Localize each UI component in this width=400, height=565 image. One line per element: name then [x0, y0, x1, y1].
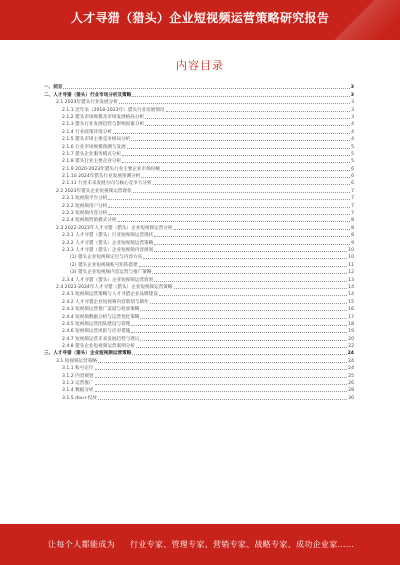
- toc-entry-page: 7: [351, 196, 354, 202]
- toc-entry-page: 7: [351, 203, 354, 209]
- toc-entry[interactable]: [44, 268, 354, 275]
- toc-leader-dots: [95, 384, 348, 385]
- toc-entry[interactable]: [44, 283, 354, 290]
- toc-entry[interactable]: [44, 179, 354, 186]
- toc-entry-page: 3: [350, 85, 354, 91]
- toc-entry[interactable]: [44, 379, 354, 386]
- toc-entry-page: 8: [351, 218, 354, 224]
- toc-entry-page: 3: [351, 114, 354, 120]
- toc-entry[interactable]: [44, 246, 354, 253]
- toc-leader-dots: [133, 192, 350, 193]
- toc-entry-label: 2.1.3 猎头行业发展趋势与影响因素分析: [62, 122, 145, 128]
- footer-slogan: 让每个人都能成为: [48, 540, 116, 549]
- toc-leader-dots: [108, 207, 350, 208]
- toc-entry-label: 2.4 2023-2024年人才寻猎（猎头）企业短视频运营策略: [56, 284, 173, 290]
- toc-entry[interactable]: [44, 260, 354, 267]
- toc-leader-dots: [152, 273, 347, 274]
- toc-entry-page: 10: [348, 255, 354, 261]
- toc-leader-dots: [132, 96, 350, 97]
- toc-leader-dots: [143, 258, 347, 259]
- toc-entry[interactable]: [44, 216, 354, 223]
- table-of-contents: [44, 83, 354, 401]
- toc-leader-dots: [154, 281, 347, 282]
- toc-entry-label: 2.1.5 猎头市场主要竞争格局分析: [62, 137, 131, 143]
- toc-entry-page: 12: [348, 270, 354, 276]
- toc-entry[interactable]: [44, 172, 354, 179]
- toc-entry-page: 10: [348, 247, 354, 253]
- toc-leader-dots: [118, 221, 351, 222]
- toc-entry-page: 13: [348, 277, 354, 283]
- toc-entry[interactable]: [44, 305, 354, 312]
- toc-entry[interactable]: [44, 312, 354, 319]
- toc-entry-page: 19: [348, 329, 354, 335]
- toc-entry-page: 5: [351, 151, 354, 157]
- toc-entry[interactable]: [44, 164, 354, 171]
- toc-entry[interactable]: [44, 209, 354, 216]
- toc-entry[interactable]: [44, 186, 354, 193]
- toc-entry-label: (1) 猎头企业短视频定位与内容方向: [70, 255, 143, 261]
- toc-entry[interactable]: [44, 223, 354, 230]
- toc-entry[interactable]: [44, 120, 354, 127]
- toc-leader-dots: [136, 347, 347, 348]
- toc-leader-dots: [154, 236, 350, 237]
- toc-entry[interactable]: [44, 231, 354, 238]
- toc-entry-label: 3.1.5 dou+投放: [62, 395, 97, 401]
- toc-entry-page: 15: [348, 299, 354, 305]
- toc-leader-dots: [108, 199, 350, 200]
- toc-entry[interactable]: [44, 275, 354, 282]
- toc-entry-label: 三、人才寻猎（猎头）企业短视频运营策略: [44, 351, 132, 357]
- page-footer: [0, 524, 400, 565]
- toc-leader-dots: [145, 125, 350, 126]
- toc-entry[interactable]: [44, 371, 354, 378]
- toc-leader-dots: [108, 214, 350, 215]
- toc-entry-label: 一、前言: [44, 85, 63, 91]
- toc-entry-page: 16: [348, 307, 354, 313]
- toc-entry-label: 2.3.1 人才寻猎（猎头）行业短视频运营现状: [62, 233, 154, 239]
- toc-entry-page: 7: [351, 188, 354, 194]
- toc-entry[interactable]: [44, 83, 354, 90]
- toc-entry-label: 2.4.7 短视频运营未来发展趋势与建议: [62, 336, 140, 342]
- toc-entry-label: 2.3 2022-2023年人才寻猎（猎头）企业短视频运营分析: [56, 225, 173, 231]
- toc-entry-page: 4: [351, 122, 354, 128]
- toc-leader-dots: [174, 288, 348, 289]
- toc-entry-label: 2.1.1 近年来（2018-2023年）猎头行业发展情况: [62, 107, 165, 113]
- toc-entry-label: 2.2.1 短视频平台分析: [62, 196, 108, 202]
- toc-entry-page: 24: [347, 351, 354, 357]
- toc-leader-dots: [98, 399, 347, 400]
- toc-entry-label: 2.1.10 2024年猎头行业发展预测分析: [62, 174, 141, 180]
- toc-entry[interactable]: [44, 364, 354, 371]
- toc-leader-dots: [161, 170, 350, 171]
- toc-entry-label: 3.1.2 内容规划: [62, 373, 94, 379]
- toc-entry[interactable]: [44, 342, 354, 349]
- toc-leader-dots: [95, 377, 348, 378]
- toc-entry[interactable]: [44, 327, 354, 334]
- toc-entry-label: 2.1.8 猎头行业主要企业分析: [62, 159, 122, 165]
- toc-leader-dots: [113, 133, 350, 134]
- toc-entry-page: 17: [348, 314, 354, 320]
- toc-entry-label: 3.1.1 账号定位: [62, 366, 94, 372]
- toc-entry-label: 2.4.6 短视频运营风险与应对措施: [62, 329, 131, 335]
- toc-entry[interactable]: [44, 238, 354, 245]
- toc-entry-label: 3.1.3 运营推广: [62, 381, 94, 387]
- toc-entry-page: 3: [351, 100, 354, 106]
- toc-entry-label: 2.1.11 行业未来发展方向与核心竞争力分析: [62, 181, 152, 187]
- toc-entry-page: 20: [348, 336, 354, 342]
- toc-entry-page: 11: [348, 262, 354, 268]
- toc-entry-page: 24: [348, 358, 354, 364]
- toc-entry-page: 14: [348, 292, 354, 298]
- toc-entry-label: 2.1.4 行业政策环境分析: [62, 129, 112, 135]
- toc-leader-dots: [131, 140, 350, 141]
- toc-leader-dots: [95, 369, 348, 370]
- toc-entry[interactable]: [44, 150, 354, 157]
- toc-entry-page: 8: [351, 233, 354, 239]
- toc-entry-page: 3: [350, 92, 354, 98]
- toc-leader-dots: [98, 362, 347, 363]
- toc-entry[interactable]: [44, 386, 354, 393]
- toc-entry-page: 30: [348, 395, 354, 401]
- toc-entry-page: 28: [348, 388, 354, 394]
- toc-leader-dots: [139, 266, 347, 267]
- toc-entry-label: 2.3.2 人才寻猎（猎头）企业短视频运营策略: [62, 240, 154, 246]
- toc-entry-page: 5: [351, 144, 354, 150]
- toc-entry-page: 5: [351, 159, 354, 165]
- toc-leader-dots: [159, 295, 347, 296]
- page-header: [0, 0, 400, 40]
- toc-leader-dots: [122, 155, 350, 156]
- toc-entry-label: 2.3.3 人才寻猎（猎头）企业短视频内容规划: [62, 247, 154, 253]
- toc-leader-dots: [131, 325, 347, 326]
- toc-entry[interactable]: [44, 290, 354, 297]
- toc-entry-label: 二、人才寻猎（猎头）行业市场分析及策略: [44, 92, 132, 98]
- toc-entry-label: 2.1.9 2020-2023年猎头行业主要企业市场份额: [62, 166, 160, 172]
- toc-entry-page: 6: [351, 181, 354, 187]
- toc-entry-label: 3.1.4 数据分析: [62, 388, 94, 394]
- toc-entry-page: 7: [351, 211, 354, 217]
- toc-entry-label: 2.2.3 短视频内容分析: [62, 211, 108, 217]
- toc-leader-dots: [153, 184, 350, 185]
- toc-leader-dots: [145, 118, 350, 119]
- toc-entry-label: 2.1.7 猎头企业服务模式分析: [62, 151, 122, 157]
- toc-entry[interactable]: [44, 90, 354, 97]
- footer-services: 行业专家、管理专家、营销专家、战略专家、成功企业家……: [130, 540, 355, 549]
- toc-leader-dots: [127, 148, 350, 149]
- toc-entry-label: 2.4.5 短视频运营团队建设与管理: [62, 321, 131, 327]
- toc-entry-label: (3) 猎头企业短视频内容运营与推广策略: [70, 270, 152, 276]
- toc-leader-dots: [174, 229, 351, 230]
- toc-leader-dots: [122, 162, 350, 163]
- toc-entry-label: 2.4.4 短视频数据分析与运营优化策略: [62, 314, 140, 320]
- toc-entry-label: 2.3.4 人才寻猎（猎头）企业短视频运营效果: [62, 277, 154, 283]
- toc-entry-page: 4: [351, 137, 354, 143]
- toc-entry-page: 9: [351, 240, 354, 246]
- toc-entry[interactable]: [44, 201, 354, 208]
- toc-entry[interactable]: [44, 135, 354, 142]
- toc-entry-label: (2) 猎头企业短视频账号矩阵搭建: [70, 262, 138, 268]
- toc-entry[interactable]: [44, 334, 354, 341]
- toc-entry[interactable]: [44, 356, 354, 363]
- toc-leader-dots: [140, 310, 347, 311]
- toc-leader-dots: [154, 244, 350, 245]
- toc-entry-label: 2.4.2 人才寻猎企业短视频内容策划与制作: [62, 299, 149, 305]
- report-title: 人才寻猎（猎头）企业短视频运营策略研究报告: [70, 11, 330, 25]
- toc-entry-page: 8: [351, 225, 354, 231]
- toc-entry-label: 2.2.4 短视频营销模式分析: [62, 218, 117, 224]
- toc-entry[interactable]: [44, 297, 354, 304]
- toc-leader-dots: [95, 391, 348, 392]
- toc-leader-dots: [150, 303, 347, 304]
- toc-heading: 内容目录: [176, 59, 224, 72]
- toc-entry[interactable]: [44, 113, 354, 120]
- toc-entry-label: 2.4.8 猎头企业短视频运营案例分析: [62, 344, 135, 350]
- toc-entry[interactable]: [44, 127, 354, 134]
- toc-entry-page: 14: [348, 284, 354, 290]
- toc-entry-label: 2.1.6 行业市场规模预测与发展: [62, 144, 126, 150]
- toc-entry-page: 6: [351, 166, 354, 172]
- toc-leader-dots: [132, 354, 346, 355]
- toc-leader-dots: [166, 111, 351, 112]
- toc-entry-page: 25: [348, 373, 354, 379]
- toc-leader-dots: [140, 340, 347, 341]
- toc-leader-dots: [141, 177, 350, 178]
- toc-entry[interactable]: [44, 98, 354, 105]
- toc-entry[interactable]: [44, 105, 354, 112]
- toc-leader-dots: [131, 332, 347, 333]
- toc-leader-dots: [119, 103, 350, 104]
- toc-entry[interactable]: [44, 253, 354, 260]
- toc-entry-page: 6: [351, 174, 354, 180]
- toc-leader-dots: [140, 318, 347, 319]
- toc-entry-page: 18: [348, 321, 354, 327]
- toc-entry-label: 2.2.2 短视频用户分析: [62, 203, 108, 209]
- toc-entry[interactable]: [44, 142, 354, 149]
- toc-entry-label: 3.1 短视频运营策略: [56, 358, 97, 364]
- toc-entry[interactable]: [44, 194, 354, 201]
- toc-leader-dots: [154, 251, 347, 252]
- toc-entry-label: 2.4.3 短视频运营推广渠道与投放策略: [62, 307, 140, 313]
- toc-entry-page: 24: [348, 366, 354, 372]
- toc-entry[interactable]: [44, 157, 354, 164]
- toc-entry-label: 2.1.2 猎头市场规模及市场发展格局分析: [62, 114, 145, 120]
- toc-entry[interactable]: [44, 393, 354, 400]
- toc-entry-label: 2.4.1 短视频运营策略与人才寻猎企业品牌建设: [62, 292, 158, 298]
- toc-leader-dots: [63, 88, 349, 89]
- toc-entry-label: 2.2 2023年猎头企业短视频运营现状: [56, 188, 132, 194]
- toc-entry-label: 2.1 2023年猎头行业发展分析: [56, 100, 118, 106]
- toc-entry[interactable]: [44, 349, 354, 356]
- toc-entry[interactable]: [44, 320, 354, 327]
- toc-entry-page: 22: [348, 344, 354, 350]
- toc-entry-page: 26: [348, 381, 354, 387]
- toc-entry-page: 3: [351, 107, 354, 113]
- toc-entry-page: 4: [351, 129, 354, 135]
